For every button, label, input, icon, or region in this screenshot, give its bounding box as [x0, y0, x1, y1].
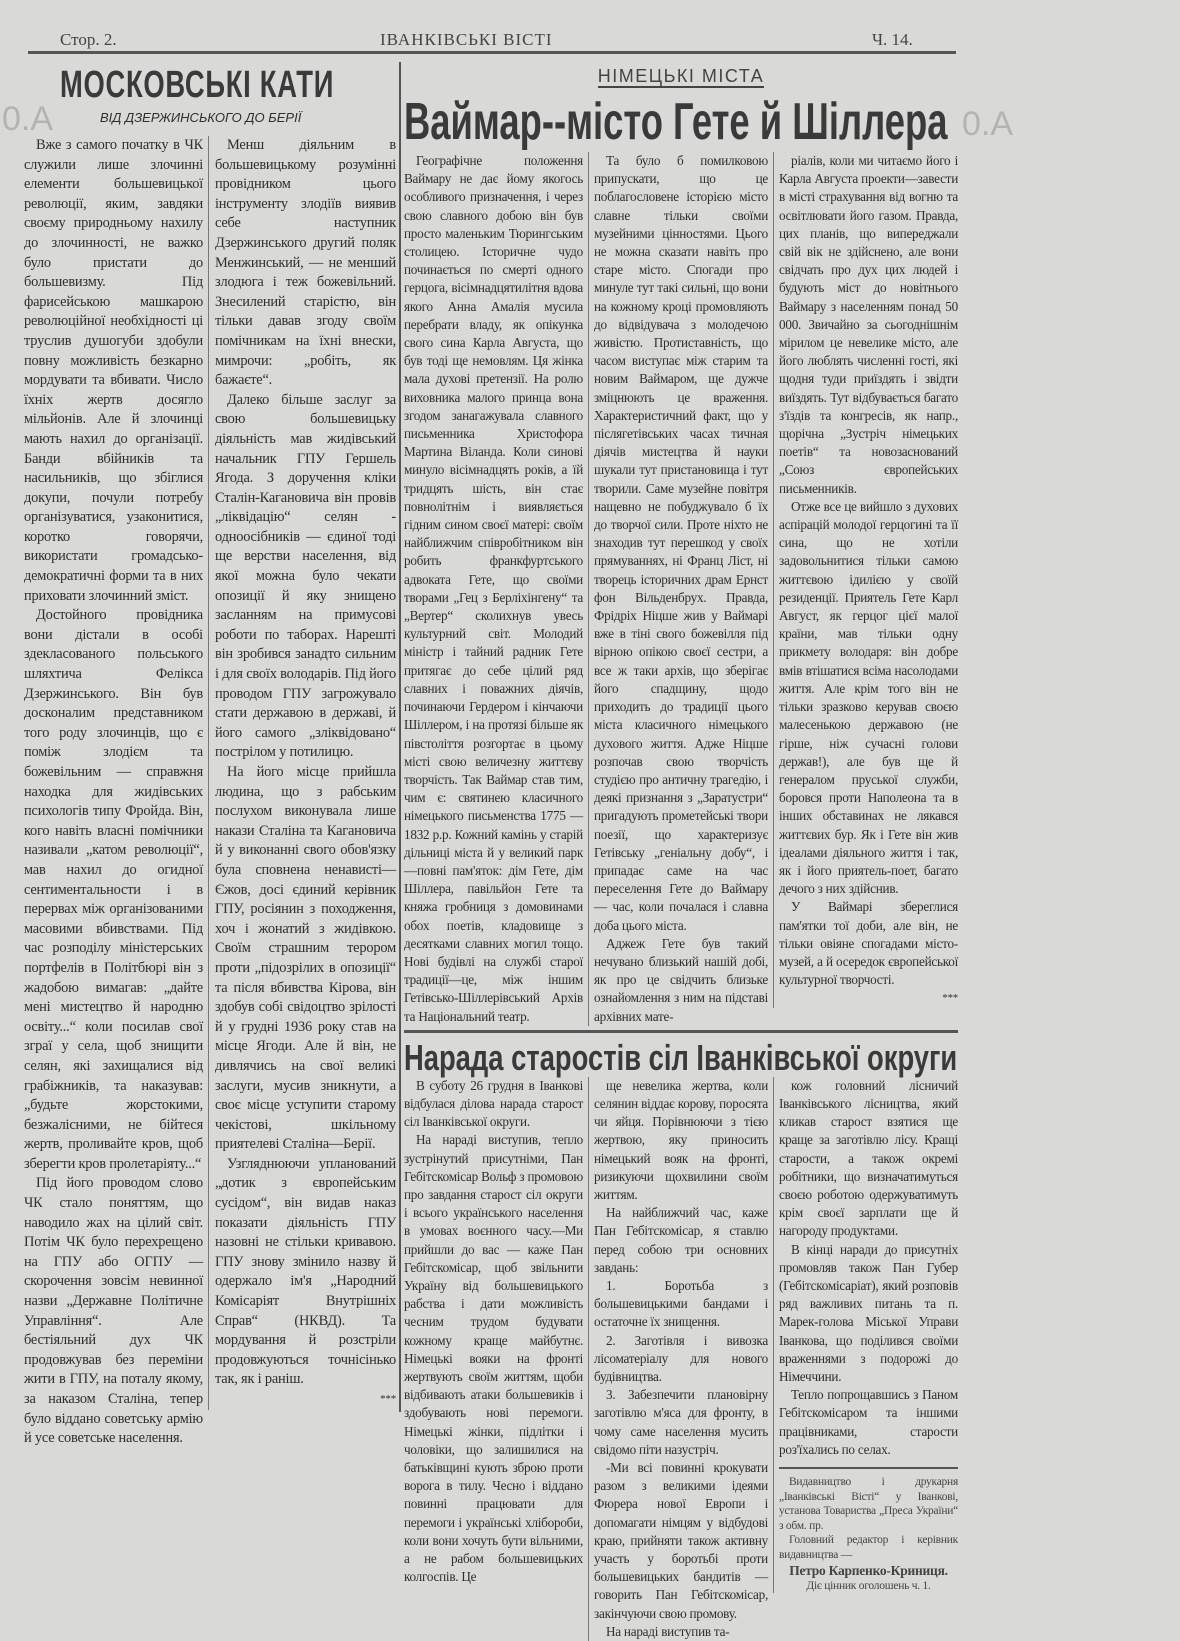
page-number: Стор. 2. — [60, 30, 117, 49]
paragraph: 1. Боротьба з большевицькими бандами і остаточне їх знищення. — [594, 1277, 768, 1330]
paragraph: Узгляднюючи упланований „дотик з європейським сусідом“, він видав наказ показати діяльність ГПУ назовні не стільки кривавою. ГПУ знову змінило назву й одержало ім'я „Народний Комісаріят Внутрішніх Справ“ (НКВД). Та мордування й розстріли продовжуються точнісінько так, як і раніш. — [215, 1155, 396, 1388]
paragraph: На нараді виступив та- — [606, 1623, 730, 1639]
article-column — [208, 136, 396, 1410]
paragraph: Менш діяльним в большевицькому розумінні провідником цього інструменту злодіїв виявив себе наступник Дзержинського другий поляк Менжинський, — не менший злодюга і теж божевільний. Знесилений старістю, він тільки давав згоду своїм помічникам на їхні внески, мимрочи: „робіть, як бажаєте“. — [215, 137, 396, 389]
paragraph: В суботу 26 грудня в Іванкові відбулася ділова нарада старост сіл Іванківської округи. — [404, 1077, 583, 1130]
credits-rule — [779, 1467, 958, 1469]
article-title: Нарада старостів сіл Іванківської округи — [404, 1036, 958, 1078]
article-column — [404, 152, 588, 1026]
price-info: Діє цінник оголошень ч. 1. — [806, 1579, 931, 1592]
article-moscow-executioners — [24, 64, 396, 1449]
section-divider — [399, 62, 401, 1412]
article-column — [24, 136, 208, 1449]
paragraph: ріалів, коли ми читаємо його і Карла Августа проекти—завести в місті страхування від вогню та освітлювати його газом. Правда, цих планів, що випереджали свій вік не здійснено, але вони свідчать про дух цих людей і будують міст до новітнього Ваймару з населенням понад 50 000. Звичайно за сьогоднішнім мірилом це невелике місто, але його люблять численні гості, які щодня туди приїздять і звідти виїздять. Тут відбувається багато з'їздів та конгресів, як напр., щорічна „Зустріч німецьких поетів“ та новозаснований „Союз європейських письменників. — [779, 153, 958, 496]
paragraph: Тепло попрощавшись з Паном Гебітскомісаром та іншими працівниками, старости роз'їхались по селах. — [779, 1387, 958, 1457]
paragraph: 2. Заготівля і вивозка лісоматеріалу для нового будівництва. — [594, 1332, 768, 1384]
paragraph: Під його проводом слово ЧК стало поняттям, що наводило жах на цілий світ. Потім ЧК було перехрещено на ГПУ або ОГПУ —скорочення зовсім невинної назви „Державне Політичне Управління“. Але бестіяльний дух ЧК продовжував без переміни жити в ГПУ, на поталу якому, за наказом Сталіна, тепер було віддано советську армію й усе советське населення. — [24, 1175, 203, 1447]
paragraph: На його місце прийшла людина, що з рабським послухом виконувала лише накази Сталіна та Кагановича й у виконанні свого обов'язку була сповнена ненависті—Єжов, досі єдиний керівник ГПУ, росіянин з походження, хоч і жонатий з жидівкою. Своїм страшним терором проти „підозрілих в опозиції“ та після вбивства Кірова, він здобув собі свідоцтво зрілості й у грудні 1936 року став на місце Ягоди. Але й він, не дивлячись на свої великі заслуги, мусив зникнути, а своє місце уступити старому чекістові, шкільному приятелеві Сталіна—Берії. — [215, 764, 396, 1153]
end-mark: *** — [942, 992, 958, 1005]
imprint — [779, 1475, 958, 1593]
end-mark: *** — [380, 1393, 396, 1405]
paragraph: В кінці наради до присутніх промовляв також Пан Губер (Гебітскомісаріат), який розповів ряд важливих питань та п. Марек-голова Міської Управи Іванкова, що поділився своїми враженнями з подорожі до Німеччини. — [779, 1241, 958, 1384]
article-subtitle: ВІД ДЗЕРЖИНСЬКОГО ДО БЕРІЇ — [100, 110, 302, 125]
article-column — [773, 1077, 958, 1593]
paragraph: Вже з самого початку в ЧК служили лише злочинні елементи большевицької революції, яким, завдяки своєму природньому нахилу до злочинності, не важко було пристати до большевизму. Під фарисейською машкарою революційної необхідності ці труслив душогуби здобули повну можливість безкарно мордувати та вбивати. Число їхніх жертв досягло мільйонів. Але й злочинці мають нахил до організації. Банди вбійників та насильників, що збіглися докупи, почули потребу організуватися, узаконитися, коротко говорячи, використати громадсько-демократичні форми та в них приховати злочинний зміст. — [24, 137, 203, 604]
margin-stamp: 0.А — [2, 100, 54, 138]
paragraph: На нараді виступив, тепло зустрінутий присутніми, Пан Гебітскомісар Вольф з промовою про завдання старост сіл округи і всього українського населення в умовах воєнного часу.—Ми прийшли до вас — каже Пан Гебітскомісар, щоб звільнити Україну від большевицького рабства і дати можливість чесним трудом будувати кожному краще майбутнє. Німецькі вояки на фронті жертвують своїм життям, щоби відбивають атаки большевиків і здобувають нові перемоги. Німецькі жінки, підлітки і чоловіки, що залишилися на батьківщині кують зброю проти ворога в тилу. Чесно і віддано повинні працювати для перемоги і українські хлібороби, коли вони хочуть бути вільними, а не рабом большевицьких колгоспів. Це — [404, 1132, 583, 1585]
paragraph: Далеко більше заслуг за свою большевицьку діяльність мав жидівський начальник ГПУ Гершель Ягода. З доручення кліки Сталін-Кагановича він провів „ліквідацію“ селян - одноосібників — єдиної тоді ще верстви населення, від якої можна було чекати опозиції й яку знищено засланням на примусові роботи по таборах. Нарешті він зробився занадто сильним і для своїх володарів. Під його проводом ГПУ загрожувало стати державою в державі, й його самого „зліквідовано“ пострілом у потилицю. — [215, 391, 396, 761]
paragraph: Аджеж Гете був такий нечувано близький нашій добі, як про це свідчить близьке ознайомлення з ним на підставі архівних мате- — [594, 935, 768, 1024]
paragraph: -Ми всі повинні крокувати разом з великими ідеями Фюрера нової Европи і допомагати німцям у відбудові краю, прийняти також активну участь у боротьбі проти большевицьких бандитів — говорить Пан Гебітскомісар, закінчуючи свою промову. — [594, 1460, 768, 1621]
article-column — [773, 152, 958, 1008]
editor-label: Головний редактор і керівник видавництва — — [779, 1534, 958, 1561]
paragraph: На найближчий час, каже Пан Гебітскомісар, я ставлю перед собою три основних завдань: — [594, 1205, 768, 1275]
article-column — [404, 1077, 588, 1587]
margin-stamp: 0.А — [962, 105, 1014, 143]
issue-number: Ч. 14. — [872, 30, 913, 49]
publisher-info: Видавництво і друкарня „Іванківські Вісті“ у Іванкові, установа Товариства „Преса України“ з обм. пр. — [779, 1476, 958, 1532]
right-section — [404, 66, 958, 1641]
paragraph: 3. Забезпечити плановірну заготівлю м'яса для фронту, в чому саме населення мусить свідомо піти назустріч. — [594, 1387, 768, 1457]
section-rule — [404, 1030, 958, 1033]
paragraph: У Ваймарі збереглися пам'ятки тої доби, але він, не тільки овіяне спогадами місто-музей, а й осередок європейської культурної творчості. — [779, 899, 958, 988]
paragraph: Та було б помилковою припускати, що це поблагословене історією місто славне тільки своїми музейними цінностями. Цього не можна сказати навіть про старе місто. Спогади про минуле тут такі сильні, що вони на кожному кроці промовляють до відвідувача з молодечою живістю. Протиставність, що часом виступає між старим та новим Ваймаром, ще дужче зміцнюють це враження. Характеристичний факт, що у післягетівських часах тичная діячів мистецтва й науки шукали тут пристановища і тут творили. Саме музейне повітря нащевно не побуджувало б їх до творчої сили. Проте ніхто не знаходив тут перешкод у своїх прямуваннях, ні Франц Ліст, ні творець історичних драм Ернст фон Вільденбрух. Правда, Фрідріх Ніцше жив у Ваймарі вже в тіні свого божевілля під вірною опікою своєї сестри, а все ж таки архів, що зберігає його спадщину, щодо приходить до традиції цього міста класичного німецького духового життя. Адже Ніцше розпочав свою творчість студією про античну трагедію, і деякі признання з „Заратустри“ пригадують прометейські твори поезії, що характеризує Гетівську „геніальну добу“, і припадає саме на час переселення Гете до Ваймару — час, коли почалася і славна доба цього міста. — [594, 153, 768, 933]
article-kicker: НІМЕЦЬКІ МІСТА — [597, 66, 765, 86]
article-column — [588, 152, 773, 1026]
paragraph: Достойного провідника вони дістали в особі здекласованого польського шляхтича Фелікса Дзержинського. Він був досконалим представником того роду злочинців, що є поміж злодієм та божевільним — справжня находка для жидівських психологів типу Фройда. Він, кого навіть власні помічники називали „катом революції“, мав нахил до огидної сентиментальности і в перервах між організованими масовими вбивствами. Під час розподілу міністерських портфелів в Політбюрі він з жадобою вимагав: „дайте мені мистецтво й народню освіту...“ коли посилав свої зграї у села, щоб знищити селян, які захищалися від грабіжників, та наказував: „будьте жорстокими, безжалісними, не бійтеся жертв, проливайте кров, щоб зберегти кров пролетаріяту...“ — [24, 607, 203, 1172]
paragraph: ще невелика жертва, коли селянин віддає корову, поросята чи яйця. Порівнюючи з тією жертвою, яку приносить німецький вояк на фронті, ризикуючи щохвилини своїм життям. — [594, 1077, 768, 1202]
paragraph: Географічне положення Ваймару не дає йому якогось особливого призначення, і через свою славного добою він був просто маленьким Тюрингським столицею. Історичне чудо починається по смерті одного герцога, вісімнадцятилітня вдова якого Анна Амалія мусила перебрати владу, як опікунка свого сина Карла Августа, що був тоді ще немовлям. Ця жінка мала духові претензії. На ролю виховника малого принца вона згодом занагажувала славного письменника Христофора Мартина Віланда. Коли синові минуло вісімнадцять років, а їй тридцять шість, він стає повнолітнім і виявляється гідним сином своєї матері: своїм найближчим співробітником він робить франкфуртського адвоката Гете, що своїми творами „Гец з Берліхінгену“ та „Вертер“ сколихнув увесь культурний світ. Молодий міністр і тайний радник Гете притягає до себе цілий ряд славних і поважних діячів, починаючи Гердером і кінчаючи Шіллером, і на протязі більше як півстоліття розгортає в цьому місті свою величезну життєву творчість. Так Ваймар став тим, чим є: святинею класичного німецького письменства 1775 —1832 р.р. Кожний камінь у старій дільниці міста й у великий парк—повні пам'яток: дім Гете, дім Шіллера, павільйон Гете та княжа гробниця з домовинами обох поетів, кладовище з десятками славних могил тощо. Нові будівлі на службі старої традиції—це, між іншим Гетівсько-Шіллерівський Архів та Національний театр. — [404, 153, 583, 1024]
header-rule — [28, 51, 956, 54]
newspaper-name: ІВАНКІВСЬКІ ВІСТІ — [380, 30, 553, 49]
paragraph: кож головний лісничий Іванківського лісництва, який кликав старост взятися ще краще за заготівлю лісу. Кращі старости, а також окремі робітники, що визначатимуться своєю роботою одержуватимуть крім своєї зарплати ще й нагороду продуктами. — [779, 1077, 958, 1239]
editor-name: Петро Карпенко-Криниця. — [789, 1563, 948, 1579]
paragraph: Отже все це вийшло з духових аспірацій молодої герцогині та її сина, що не хотіли задовольнитися тільки самою життєвою ідилією у своїй резиденції. Приятель Гете Карл Август, як герцог цієї малої країни, мав тільки одну прикмету володаря: він добре вмів втішатися всіма насолодами життя. Але крім того він не тільки зразково керував своєю малесенькою державою (не гірше, ніж сучасні голови держав!), але був ще й генералом пруської служби, боровся проти Наполеона та в інших обставинах не лякався життєвих бур. Як і Гете він жив ідеалами діяльного життя і так, як і його приятель-поет, багато дечого з них здійснив. — [779, 498, 958, 897]
article-title: МОСКОВСЬКІ КАТИ — [60, 64, 335, 106]
article-title: Ваймар--місто Гете й Шіллера — [404, 93, 948, 151]
article-column — [588, 1077, 773, 1641]
